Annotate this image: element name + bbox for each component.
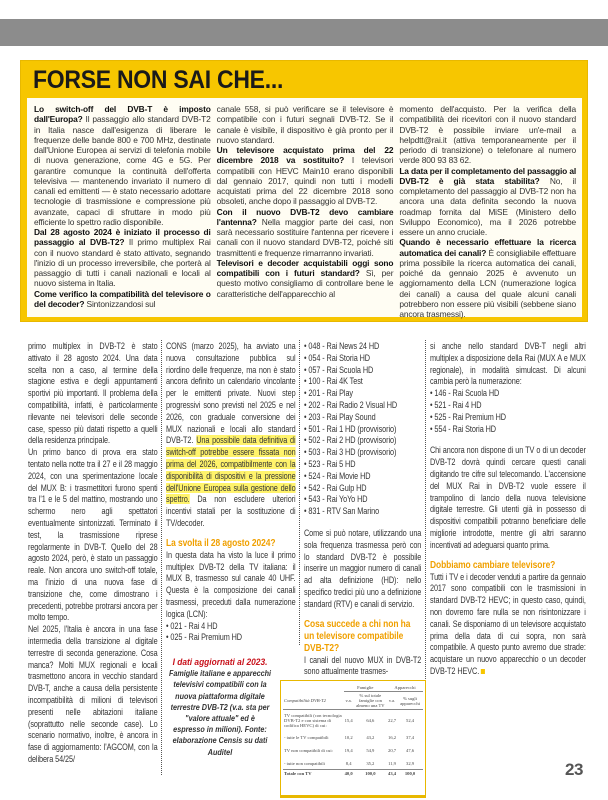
cell: 35,2 xyxy=(366,760,375,766)
cell: Totale con TV xyxy=(283,770,344,778)
table-caption xyxy=(169,657,272,758)
cell: 100,0 xyxy=(354,770,387,778)
cell: 32,9 xyxy=(406,760,415,766)
paragraph-text: CONS (marzo 2025), ha avviato una nuova consultazione pubblica sul riordino delle frequenze, ma non è stato ancora definito un calendario vincolante per le emittenti private. Nuovi step progressivi sono previsti nel 2025 e nel 2026, con graduale conversione dei MUX nazionali e locali allo standard DVB-T2. xyxy=(166,341,296,446)
faq-answer: Il passaggio allo standard DVB-T2 in Italia nasce dall'esigenza di liberare le frequenze delle bande 800 e 700 MHz, destinate dall'Unione Europea ai servizi di telefonia mobile di nuova generazione, come 4G e 5G. Per garantire comunque la continuità dell'offerta televisiva — mantenendo invariato il numero di canali ed emittenti — è stato necessario adottare tecnologie di trasmissione e compressione più avanzate, capaci di sfruttare in modo più efficiente lo spettro radio disponibile. xyxy=(34,114,211,227)
list-item: • 524 - Rai Movie HD xyxy=(304,471,421,483)
cell: TV non compatibili di cui: xyxy=(284,748,333,753)
list-item: • 201 - Rai Play xyxy=(304,388,421,400)
faq-question: Televisori e decoder acquistabili oggi sono compatibili con i futuri standard? xyxy=(216,257,394,278)
cell: 43,2 xyxy=(366,735,375,740)
paragraph: Nel 2025, l'Italia è ancora in una fase intermedia della transizione al digitale terrestre di seconda generazione. Cosa manca? Molti MUX regionali e locali trasmettono ancora in vecchio standard DVB-T, anche a causa della persistente incompatibilità di milioni di televisori presenti nelle abitazioni italiane (soprattutto nelle seconde case). Lo scenario normativo, inoltre, è ancora in fase di aggiornamento: l'AGCOM, con la delibera 54/25/ xyxy=(28,624,158,764)
faq-answer: I televisori compatibili con HEVC Main10 erano disponibili dal gennaio 2017, quindi non tutti i modelli acquistati prima del 22 dicembre 2018 sono obsoleti, anche dopo il passaggio al DVB-T2. xyxy=(216,155,394,207)
column-header: % sugli apparecchi xyxy=(400,695,420,706)
list-item: • 831 - RTV San Marino xyxy=(304,506,421,518)
paragraph: primo multiplex in DVB-T2 è stato attivato il 28 agosto 2024. Una data scelta non a caso, al termine della stagione estiva e degli appuntamenti sportivi più importanti. Il problema della compatibilità, infatti, è particolarmente rilevante nei televisori delle seconde case, spesso più datati rispetto a quelli della residenza principale. xyxy=(28,341,158,446)
cell: 37,4 xyxy=(406,735,415,740)
faq-column-3 xyxy=(399,104,576,317)
faq-answer: momento dell'acquisto. Per la verifica della compatibilità dei ricevitori con il nuovo standard DVB-T2 è possibile inviare un'e-mail a helpdtt@rai.it (attiva temporaneamente per il periodo di transizione) o telefonare al numero verde 800 93 83 62. xyxy=(399,104,577,166)
paragraph: In questa data ha visto la luce il primo multiplex DVB-T2 della TV italiana: il MUX B, trasmesso sul canale 40 UHF. Questa è la composizione dei canali trasmessi, preceduti dalla numerazione logica (LCN): xyxy=(166,549,296,619)
faq-body xyxy=(27,98,582,317)
section-heading: Cosa succede a chi non ha un televisore compatibile DVB-T2? xyxy=(304,618,411,654)
list-item: • 502 - Rai 2 HD (provvisorio) xyxy=(304,435,421,447)
column-header: v.a. xyxy=(345,698,352,703)
caption-title: I dati aggiornati al 2023. xyxy=(172,657,268,667)
faq-item xyxy=(217,207,394,258)
paragraph: Come si può notare, utilizzando una sola frequenza trasmessa però con lo standard DVB-T2 è possibile inserire un maggior numero di canali ad alta definizione (HD): nello specifico tredici più uno a definizione standard (RTV) e canali di servizio. xyxy=(304,527,422,609)
faq-question: La data per il completamento del passaggio al DVB-T2 è già stata stabilita? xyxy=(399,165,577,186)
article-column-4 xyxy=(430,341,586,678)
cell: 40,0 xyxy=(344,771,353,776)
faq-question: Dal 28 agosto 2024 è iniziato il processo di passaggio al DVB-T2? xyxy=(34,227,211,248)
cell: 11,9 xyxy=(388,760,396,766)
paragraph: Un primo banco di prova era stato tentato nella notte tra il 27 e il 28 maggio 2024, con una sperimentazione locale del MUX B: i trasmettitori furono spenti tra l'1 e le 5 del mattino, mostrando uno schermo nero agli spettatori eventualmente sintonizzati. Terminato il test, la trasmissione riprese regolarmente in DVB-T. Quello del 28 agosto 2024, però, è stato un passaggio reale. Non ancora uno switch-off totale, ma l'inizio di una nuova fase di transizione che, come dimostrano i precedenti, potrebbe protrarsi ancora per molto tempo. xyxy=(28,447,158,623)
list-item: • 021 - Rai 4 HD xyxy=(166,621,296,633)
faq-question: Un televisore acquistato prima del 22 dicembre 2018 va sostituito? xyxy=(216,145,394,166)
faq-column-2 xyxy=(217,104,394,317)
column-divider xyxy=(161,340,162,775)
list-item: • 543 - Rai YoYo HD xyxy=(304,494,421,506)
cell: - tutte le TV compatibili xyxy=(284,735,329,740)
channel-list xyxy=(304,341,421,518)
cell: 47,6 xyxy=(406,748,415,753)
cell: 43,4 xyxy=(388,771,397,776)
faq-answer: Il primo multiplex Rai con il nuovo standard è stato attivato, segnando l'inizio di un processo irreversibile, che porterà al passaggio di tutti i canali nazionali e locali al nuovo sistema in Italia. xyxy=(34,237,211,289)
list-item: • 146 - Rai Scuola HD xyxy=(430,388,586,400)
group-header: Famiglie xyxy=(344,684,387,692)
channel-list xyxy=(430,388,586,435)
table-row xyxy=(283,732,423,744)
paragraph xyxy=(166,341,296,530)
highlighted-text: Una possibile data definitiva di switch-off potrebbe essere fissata non prima del 2026, compatibilmente con la disponibilità di dispositivi e la pressione dell'Unione Europea sulla gestione dello spettro. xyxy=(166,435,296,505)
faq-item xyxy=(34,289,211,310)
faq-answer: Nella maggior parte dei casi, non sarà necessario sostituire l'antenna per ricevere i canali con il nuovo standard DVB-T2, poiché siti trasmittenti e frequenze rimarranno invariati. xyxy=(216,216,394,258)
faq-answer: È consigliabile effettuare prima possibile la ricerca automatica dei canali, poiché da gennaio 2025 è avvenuto un aggiornamento della LCN (numerazione logica dei canali) a causa del quale alcuni canali potrebbero non essere più visibili (sebbene siano ancora trasmessi). xyxy=(399,247,577,319)
faq-answer: Sì, per questo motivo consigliamo di controllare bene le caratteristiche dell'apparecchio al xyxy=(216,268,394,299)
group-header: Apparecchi xyxy=(387,684,423,692)
faq-question: Come verifico la compatibilità del televisore o del decoder? xyxy=(34,288,211,309)
faq-column-1 xyxy=(34,104,211,317)
cell: 8,4 xyxy=(345,760,352,766)
channel-list xyxy=(166,621,296,645)
paragraph: Chi ancora non dispone di un TV o di un decoder DVB-T2 dovrà quindi cercare questi canali digitando tre cifre sul telecomando. L'accensione del MUX Rai in DVB-T2 vuole essere il trampolino di lancio della nuova televisione digitale terrestre. Gli utenti già in possesso di dispositivi compatibili potranno beneficiare delle migliorie introdotte, mentre gli altri saranno incentivati ad adeguarsi quanto prima. xyxy=(430,445,586,550)
cell: 100,0 xyxy=(397,770,423,778)
faq-title: FORSE NON SAI CHE... xyxy=(33,66,284,94)
column-header: v.a. xyxy=(388,698,396,703)
list-item: • 525 - Rai Premium HD xyxy=(430,412,586,424)
table-row-total xyxy=(283,770,423,778)
faq-item xyxy=(217,258,394,299)
list-item: • 542 - Rai Gulp HD xyxy=(304,483,421,495)
cell: 16,2 xyxy=(388,735,397,740)
table-row xyxy=(283,758,423,770)
end-mark-icon xyxy=(481,669,485,674)
data-table xyxy=(280,680,426,798)
list-item: • 025 - Rai Premium HD xyxy=(166,632,296,644)
list-item: • 203 - Rai Play Sound xyxy=(304,412,421,424)
table-header xyxy=(283,692,423,710)
cell: 20,7 xyxy=(388,748,397,753)
cell: TV compatibili (con tecnologia DVB-T2 e con sistema di codifica HEVC) di cui: xyxy=(284,713,342,729)
cell: 54,9 xyxy=(366,748,375,753)
faq-answer: No, il completamento del passaggio al DVB-T2 non ha ancora una data definita secondo la nuova roadmap fornita dal MiSE (Ministero dello Sviluppo Economico), ma il 2026 potrebbe essere un anno cruciale. xyxy=(399,175,577,237)
section-heading: La svolta il 28 agosto 2024? xyxy=(166,537,276,549)
paragraph: I canali del nuovo MUX in DVB-T2 sono attualmente trasmes- xyxy=(304,654,422,677)
faq-item xyxy=(399,104,576,166)
caption-text: Famiglie italiane e apparecchi televisivi compatibili con la nuova piattaforma digitale terrestre DVB-T2 (v.a. sta per "valore attuale" ed è espresso in milioni). Fonte: elaborazione Censis su dati Auditel xyxy=(168,669,272,757)
cell: 64,6 xyxy=(366,718,375,724)
list-item: • 503 - Rai 3 HD (provvisorio) xyxy=(304,447,421,459)
list-item: • 100 - Rai 4K Test xyxy=(304,376,421,388)
header-bar xyxy=(0,19,608,46)
faq-box xyxy=(20,60,588,322)
faq-item xyxy=(217,145,394,207)
paragraph-text: Tutti i TV e i decoder venduti a partire da gennaio 2017 sono compatibili con le trasmissioni in standard DVB-T2 HEVC; in questo caso, quindi, non dovremo fare nulla se non risintonizzare i canali. Se disponiamo di un televisore acquistato prima della data di cui sopra, non sarà compatibile. A questo punto avremo due strade: acquistare un nuovo apparecchio o un decoder DVB-T2 HEVC. xyxy=(430,571,586,676)
column-divider xyxy=(299,340,300,645)
paragraph xyxy=(430,572,586,678)
cell: 10,2 xyxy=(344,735,353,740)
cell: - tutte non compatibili xyxy=(284,760,325,766)
column-header: Compatibilità DVB-T2 xyxy=(284,697,326,703)
column-header: % sul totale famiglie con almeno una TV xyxy=(356,693,385,708)
table-row xyxy=(283,710,423,732)
list-item: • 057 - Rai Scuola HD xyxy=(304,365,421,377)
page-number: 23 xyxy=(565,760,583,779)
paragraph-text: Da non escludere ulteriori incentivi statali per la sostituzione di TV/decoder. xyxy=(166,494,296,528)
section-heading: Dobbiamo cambiare televisore? xyxy=(430,559,556,571)
faq-item xyxy=(399,237,576,319)
faq-question: Con il nuovo DVB-T2 devo cambiare l'antenna? xyxy=(216,206,394,227)
faq-item xyxy=(34,104,211,227)
cell: 19,4 xyxy=(344,748,353,753)
article-column-2 xyxy=(166,341,296,644)
cell: 15,4 xyxy=(344,718,353,724)
faq-item xyxy=(34,227,211,289)
list-item: • 202 - Rai Radio 2 Visual HD xyxy=(304,400,421,412)
table-group-header xyxy=(283,684,423,692)
faq-answer: Sintonizzandosi sul xyxy=(84,298,156,309)
faq-item xyxy=(217,104,394,145)
table-row xyxy=(283,744,423,758)
faq-item xyxy=(399,166,576,238)
cell: 22,7 xyxy=(388,718,397,724)
list-item: • 048 - Rai News 24 HD xyxy=(304,341,421,353)
paragraph: si anche nello standard DVB-T negli altri multiplex a disposizione della Rai (MUX A e MUX regionale), in modalità simulcast. Di alcuni cambia però la numerazione: xyxy=(430,341,586,387)
list-item: • 054 - Rai Storia HD xyxy=(304,353,421,365)
article-column-1 xyxy=(28,341,158,766)
faq-question: Lo switch-off del DVB-T è imposto dall'Europa? xyxy=(34,104,211,125)
faq-answer: canale 558, si può verificare se il televisore è compatibile con i futuri segnali DVB-T2. Se il canale è visibile, il dispositivo è già pronto per il nuovo standard. xyxy=(216,104,394,145)
list-item: • 523 - Rai 5 HD xyxy=(304,459,421,471)
faq-question: Quando è necessario effettuare la ricerca automatica dei canali? xyxy=(399,237,577,258)
list-item: • 521 - Rai 4 HD xyxy=(430,400,586,412)
list-item: • 501 - Rai 1 HD (provvisorio) xyxy=(304,424,421,436)
article-column-3 xyxy=(304,341,421,678)
list-item: • 554 - Rai Storia HD xyxy=(430,424,586,436)
cell: 52,4 xyxy=(406,718,415,724)
